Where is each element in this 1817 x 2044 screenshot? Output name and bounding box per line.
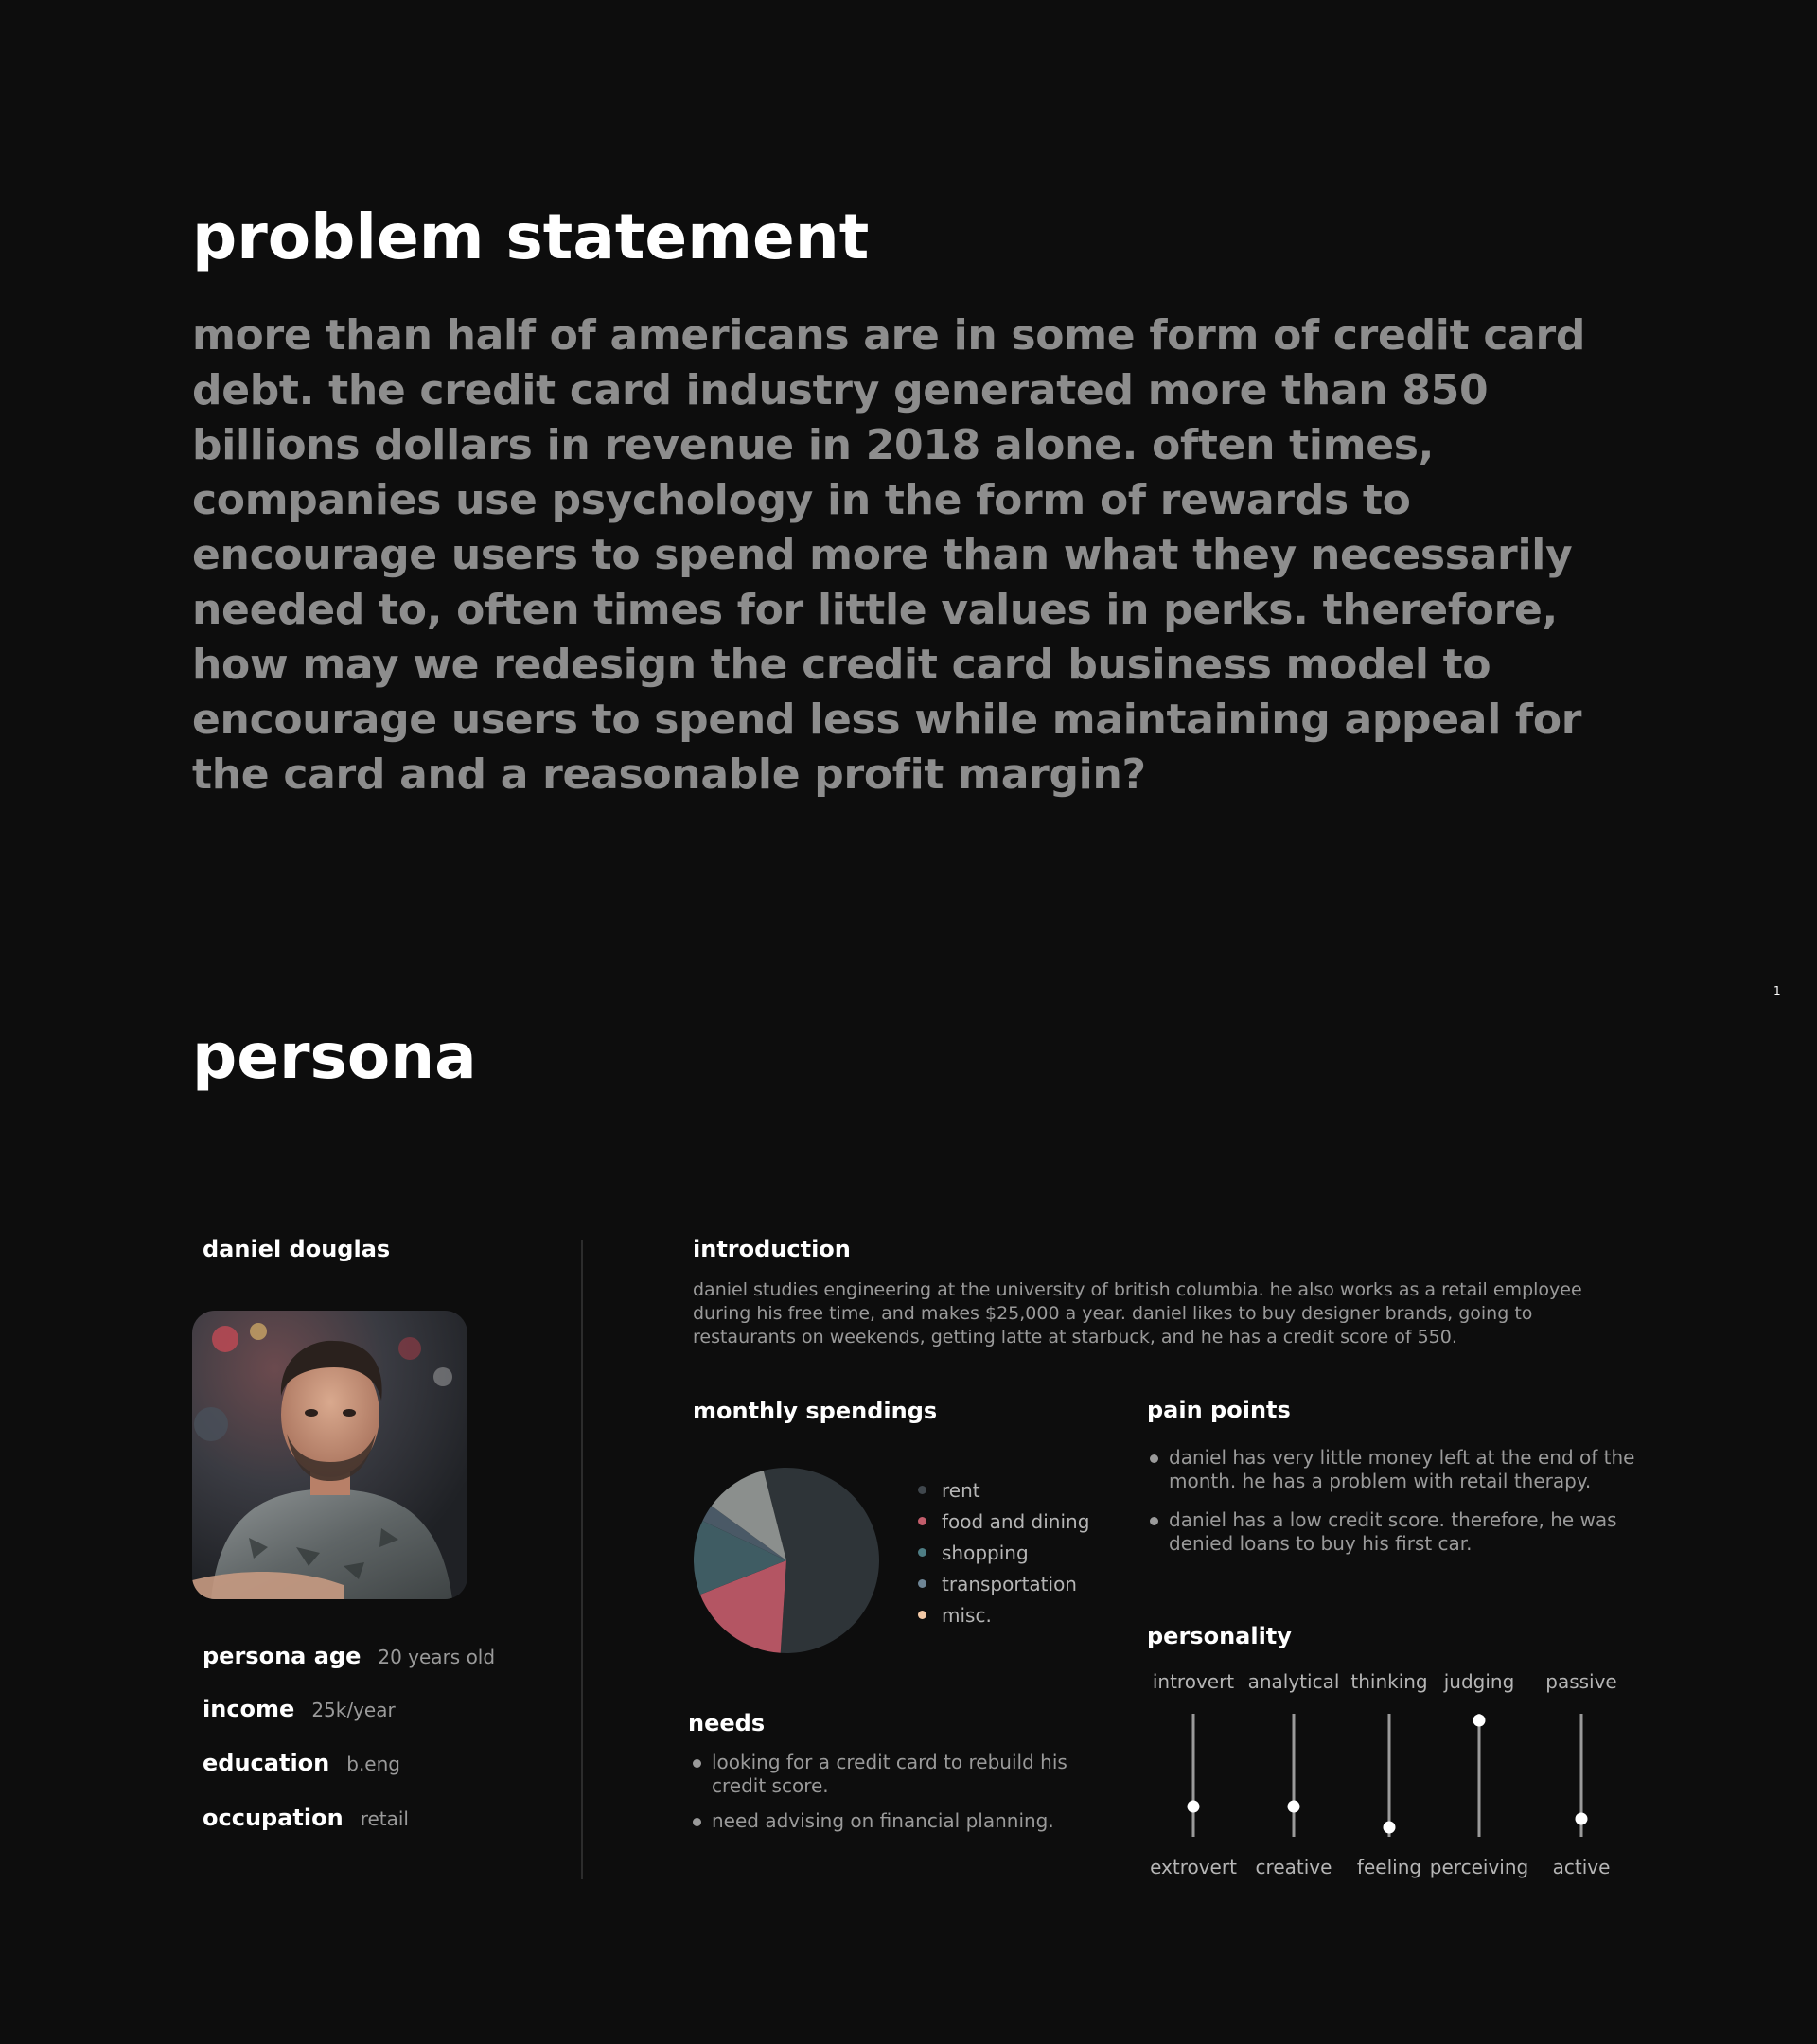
trait-slider-track <box>1293 1714 1296 1837</box>
legend-item <box>918 1506 1089 1537</box>
legend-swatch <box>918 1611 926 1619</box>
list-item: daniel has a low credit score. therefore, he was denied loans to buy his first car. <box>1148 1508 1678 1556</box>
list-item: daniel has very little money left at the end of the month. he has a problem with retail therapy. <box>1148 1446 1678 1493</box>
stat-label: occupation <box>203 1805 344 1831</box>
trait-slider-knob <box>1473 1714 1486 1726</box>
trait-slider-knob <box>1288 1800 1300 1812</box>
trait-slider-track <box>1388 1714 1391 1837</box>
trait-bottom-label: creative <box>1255 1856 1332 1878</box>
bullet-icon <box>1150 1454 1158 1463</box>
legend-item <box>918 1599 1089 1630</box>
needs-list <box>691 1751 1107 1844</box>
persona-photo <box>192 1311 467 1599</box>
trait-top-label: thinking <box>1350 1670 1428 1693</box>
spendings-legend <box>918 1474 1089 1630</box>
legend-item <box>918 1537 1089 1568</box>
legend-item <box>918 1474 1089 1506</box>
bullet-icon <box>693 1818 701 1826</box>
problem-statement-title: problem statement <box>192 201 870 273</box>
persona-name: daniel douglas <box>203 1236 391 1262</box>
stat-occupation <box>203 1805 409 1831</box>
section-divider <box>581 1240 583 1879</box>
pain-points-list <box>1148 1446 1678 1567</box>
trait-bottom-label: extrovert <box>1150 1856 1237 1878</box>
stat-value: retail <box>360 1807 409 1830</box>
legend-swatch <box>918 1486 926 1494</box>
stat-income <box>203 1696 396 1722</box>
legend-label: rent <box>942 1478 980 1502</box>
trait-top-label: introvert <box>1152 1670 1235 1693</box>
trait-bottom-label: active <box>1552 1856 1611 1878</box>
bullet-icon <box>1150 1517 1158 1525</box>
trait-bottom-label: perceiving <box>1429 1856 1529 1878</box>
needs-heading: needs <box>688 1710 766 1736</box>
legend-label: food and dining <box>942 1509 1090 1533</box>
trait-slider-knob <box>1384 1821 1396 1833</box>
legend-swatch <box>918 1548 926 1557</box>
problem-statement-body: more than half of americans are in some form of credit card debt. the credit card industry generated more than 850 billions dollars in revenue in 2018 alone. often times, companies use psychology in the form of rewards to encourage users to spend more than what they necessarily needed to, often times for little values in perks. therefore, how may we redesign the credit card business model to encourage users to spend less while maintaining appeal for the card and a reasonable profit margin? <box>192 311 1586 799</box>
list-item: need advising on financial planning. <box>691 1809 1107 1833</box>
spendings-pie-chart <box>693 1467 880 1654</box>
trait-slider-track <box>1192 1714 1195 1837</box>
trait-slider-track <box>1478 1714 1481 1837</box>
legend-swatch <box>918 1517 926 1525</box>
stat-label: education <box>203 1750 330 1776</box>
legend-swatch <box>918 1579 926 1588</box>
trait-top-label: analytical <box>1247 1670 1340 1693</box>
persona-title: persona <box>192 1020 477 1093</box>
trait-slider-knob <box>1188 1800 1200 1812</box>
introduction-text: daniel studies engineering at the university of british columbia. he also works as a retail employee during his free time, and makes $25,000 a year. daniel likes to buy designer brands, going to restaurants on weekends, getting latte at starbuck, and he has a credit score of 550. <box>693 1279 1582 1348</box>
legend-label: shopping <box>942 1541 1029 1564</box>
stat-label: income <box>203 1696 295 1722</box>
stat-value: 25k/year <box>311 1699 396 1721</box>
legend-item <box>918 1568 1089 1599</box>
legend-label: misc. <box>942 1603 992 1627</box>
trait-slider-knob <box>1576 1812 1588 1824</box>
list-item: looking for a credit card to rebuild his credit score. <box>691 1751 1107 1798</box>
stat-education <box>203 1750 400 1776</box>
trait-top-label: passive <box>1545 1670 1617 1693</box>
stat-label: persona age <box>203 1643 362 1669</box>
stat-age <box>203 1643 495 1669</box>
stat-value: 20 years old <box>378 1646 496 1668</box>
trait-bottom-label: feeling <box>1356 1856 1422 1878</box>
monthly-spendings-heading: monthly spendings <box>693 1398 938 1424</box>
legend-label: transportation <box>942 1572 1077 1595</box>
bullet-icon <box>693 1759 701 1768</box>
stat-value: b.eng <box>346 1753 400 1775</box>
pain-points-heading: pain points <box>1147 1397 1291 1423</box>
trait-top-label: judging <box>1443 1670 1515 1693</box>
personality-heading: personality <box>1147 1623 1292 1649</box>
page-number: 1 <box>1773 984 1781 997</box>
introduction-heading: introduction <box>693 1236 851 1262</box>
persona-avatar-illustration <box>192 1311 467 1599</box>
